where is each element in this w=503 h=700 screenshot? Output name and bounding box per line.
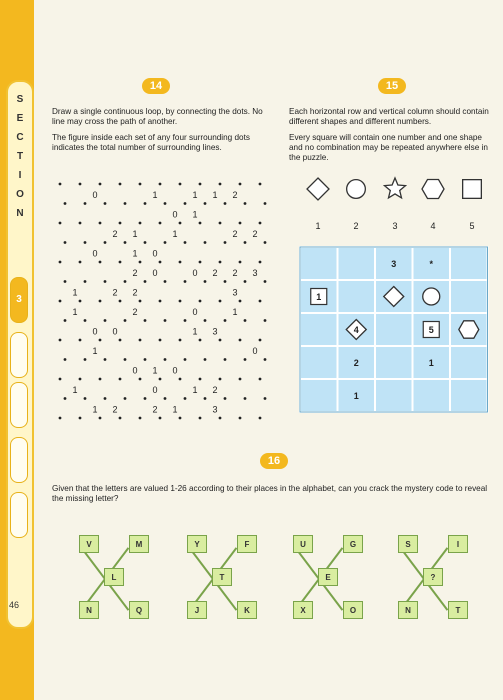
dot-clue: 2 xyxy=(232,229,238,239)
dot-clue: 1 xyxy=(92,404,98,415)
dot-clue: 0 xyxy=(172,365,178,376)
grid-dot[interactable] xyxy=(64,319,67,322)
grid-dot[interactable] xyxy=(84,397,87,400)
grid-dot[interactable] xyxy=(244,241,247,244)
dot-clue: 1 xyxy=(92,346,98,356)
dot-clue: 1 xyxy=(72,287,78,298)
grid-dot[interactable] xyxy=(119,300,122,303)
grid-dot[interactable] xyxy=(239,300,242,303)
grid-dot[interactable] xyxy=(179,417,182,420)
hexagon-icon xyxy=(422,180,444,199)
circle-icon xyxy=(423,288,440,305)
grid-dot[interactable] xyxy=(79,222,82,225)
section-letter: T xyxy=(16,151,24,162)
letter-box: N xyxy=(79,601,99,619)
grid-dot[interactable] xyxy=(139,222,142,225)
dot-clue: 1 xyxy=(192,190,198,200)
grid-dot[interactable] xyxy=(204,280,207,283)
grid-dot[interactable] xyxy=(204,319,207,322)
dot-clue: 0 xyxy=(152,268,158,278)
grid-dot[interactable] xyxy=(244,319,247,322)
letter-box: F xyxy=(237,535,257,553)
grid-cell[interactable] xyxy=(413,379,451,412)
grid-dot[interactable] xyxy=(119,222,122,225)
grid-dot[interactable] xyxy=(144,280,147,283)
puzzle-15-instructions: Each horizontal row and vertical column should contain different shapes and different numbers. xyxy=(289,107,489,126)
grid-dot[interactable] xyxy=(64,358,67,361)
cell-value: 1 xyxy=(353,391,359,401)
grid-dot[interactable] xyxy=(259,222,262,225)
grid-dot[interactable] xyxy=(144,397,147,400)
dot-clue: 0 xyxy=(172,209,178,220)
letter-box: T xyxy=(448,601,468,619)
dot-clue: 2 xyxy=(112,404,118,415)
grid-dot[interactable] xyxy=(99,378,102,381)
grid-dot[interactable] xyxy=(199,222,202,225)
grid-dot[interactable] xyxy=(159,378,162,381)
letter-box: T xyxy=(212,568,232,586)
letter-box: K xyxy=(237,601,257,619)
grid-dot[interactable] xyxy=(119,378,122,381)
cell-value: 5 xyxy=(428,325,434,335)
dot-clue: 2 xyxy=(152,404,158,415)
section-letter: C xyxy=(16,132,24,143)
grid-dot[interactable] xyxy=(59,261,62,264)
column-number: 5 xyxy=(469,221,475,231)
dot-clue: 2 xyxy=(212,385,218,395)
grid-dot[interactable] xyxy=(99,222,102,225)
letter-box: M xyxy=(129,535,149,553)
puzzle-16-badge: 16 xyxy=(260,453,288,469)
grid-dot[interactable] xyxy=(99,261,102,264)
cell-value: 2 xyxy=(353,358,359,368)
puzzle-15-badge: 15 xyxy=(378,78,406,94)
grid-dot[interactable] xyxy=(199,300,202,303)
dot-clue: 2 xyxy=(232,190,238,200)
star-icon xyxy=(385,178,406,198)
grid-dot[interactable] xyxy=(104,202,107,205)
letter-box: J xyxy=(187,601,207,619)
grid-cell[interactable] xyxy=(300,379,338,412)
grid-dot[interactable] xyxy=(244,358,247,361)
grid-dot[interactable] xyxy=(199,261,202,264)
dot-clue: 1 xyxy=(132,229,138,239)
cell-value: 3 xyxy=(391,259,397,269)
grid-dot[interactable] xyxy=(224,241,227,244)
grid-dot[interactable] xyxy=(99,300,102,303)
grid-dot[interactable] xyxy=(264,319,267,322)
letter-box: N xyxy=(398,601,418,619)
cell-value: 1 xyxy=(316,292,322,302)
dot-clue: 0 xyxy=(132,365,138,376)
letter-box: I xyxy=(448,535,468,553)
grid-dot[interactable] xyxy=(239,378,242,381)
letter-box: X xyxy=(293,601,313,619)
diamond-icon xyxy=(307,178,329,200)
dot-clue: 0 xyxy=(252,346,258,356)
grid-dot[interactable] xyxy=(199,378,202,381)
grid-dot[interactable] xyxy=(104,397,107,400)
dot-clue: 2 xyxy=(132,268,138,278)
grid-dot[interactable] xyxy=(59,222,62,225)
grid-dot[interactable] xyxy=(124,241,127,244)
grid-dot[interactable] xyxy=(179,378,182,381)
grid-dot[interactable] xyxy=(204,241,207,244)
dot-clue: 1 xyxy=(152,365,158,376)
dot-clue: 0 xyxy=(152,248,158,259)
section-tab[interactable] xyxy=(10,437,28,483)
grid-dot[interactable] xyxy=(259,300,262,303)
grid-dot[interactable] xyxy=(204,397,207,400)
dot-clue: 0 xyxy=(192,268,198,278)
grid-dot[interactable] xyxy=(164,241,167,244)
section-letter: N xyxy=(16,208,24,219)
grid-cell[interactable] xyxy=(450,379,488,412)
grid-dot[interactable] xyxy=(264,280,267,283)
grid-dot[interactable] xyxy=(224,358,227,361)
letter-box: G xyxy=(343,535,363,553)
grid-dot[interactable] xyxy=(239,339,242,342)
grid-dot[interactable] xyxy=(239,261,242,264)
grid-dot[interactable] xyxy=(164,397,167,400)
grid-dot[interactable] xyxy=(244,397,247,400)
dot-clue: 2 xyxy=(132,287,138,298)
grid-dot[interactable] xyxy=(184,202,187,205)
section-tab[interactable] xyxy=(10,492,28,538)
grid-dot[interactable] xyxy=(259,183,262,186)
page-number: 46 xyxy=(9,600,20,610)
grid-dot[interactable] xyxy=(264,202,267,205)
letter-box: Y xyxy=(187,535,207,553)
dot-clue: 1 xyxy=(192,326,198,337)
column-number: 1 xyxy=(315,221,321,231)
section-letter: E xyxy=(16,113,24,124)
grid-dot[interactable] xyxy=(139,300,142,303)
letter-box: E xyxy=(318,568,338,586)
section-tab[interactable] xyxy=(10,382,28,428)
dot-clue: 0 xyxy=(92,248,98,259)
column-number: 4 xyxy=(430,221,436,231)
grid-dot[interactable] xyxy=(164,202,167,205)
grid-dot[interactable] xyxy=(64,202,67,205)
grid-dot[interactable] xyxy=(264,397,267,400)
grid-dot[interactable] xyxy=(244,280,247,283)
grid-dot[interactable] xyxy=(199,417,202,420)
column-number: 3 xyxy=(392,221,398,231)
grid-dot[interactable] xyxy=(179,222,182,225)
grid-dot[interactable] xyxy=(239,222,242,225)
letter-box: Q xyxy=(129,601,149,619)
letter-box: L xyxy=(104,568,124,586)
grid-dot[interactable] xyxy=(184,280,187,283)
grid-dot[interactable] xyxy=(224,397,227,400)
grid-dot[interactable] xyxy=(184,358,187,361)
grid-dot[interactable] xyxy=(259,261,262,264)
dot-clue: 1 xyxy=(72,385,78,395)
grid-dot[interactable] xyxy=(239,183,242,186)
grid-dot[interactable] xyxy=(179,261,182,264)
grid-dot[interactable] xyxy=(139,378,142,381)
grid-dot[interactable] xyxy=(184,241,187,244)
grid-dot[interactable] xyxy=(159,183,162,186)
dot-clue: 0 xyxy=(92,190,98,200)
grid-dot[interactable] xyxy=(224,319,227,322)
dot-clue: 1 xyxy=(172,404,178,415)
grid-dot[interactable] xyxy=(119,417,122,420)
dot-clue: 0 xyxy=(112,326,118,337)
grid-dot[interactable] xyxy=(264,358,267,361)
grid-dot[interactable] xyxy=(119,183,122,186)
grid-dot[interactable] xyxy=(99,183,102,186)
grid-dot[interactable] xyxy=(219,378,222,381)
grid-dot[interactable] xyxy=(64,241,67,244)
dot-clue: 1 xyxy=(152,190,158,200)
puzzle-16-instructions: Given that the letters are valued 1-26 according to their places in the alphabet, can you crack the mystery code to reveal the missing letter? xyxy=(52,484,488,503)
letter-box: O xyxy=(343,601,363,619)
dot-grid-puzzle xyxy=(56,180,276,425)
dot-clue: 2 xyxy=(252,229,258,239)
grid-dot[interactable] xyxy=(84,241,87,244)
grid-dot[interactable] xyxy=(199,339,202,342)
grid-dot[interactable] xyxy=(224,280,227,283)
grid-dot[interactable] xyxy=(124,397,127,400)
grid-dot[interactable] xyxy=(184,319,187,322)
grid-dot[interactable] xyxy=(144,358,147,361)
grid-dot[interactable] xyxy=(64,397,67,400)
grid-dot[interactable] xyxy=(219,339,222,342)
grid-dot[interactable] xyxy=(119,339,122,342)
grid-dot[interactable] xyxy=(139,261,142,264)
grid-dot[interactable] xyxy=(219,261,222,264)
grid-dot[interactable] xyxy=(104,358,107,361)
grid-dot[interactable] xyxy=(159,339,162,342)
grid-dot[interactable] xyxy=(59,378,62,381)
dot-clue: 1 xyxy=(132,248,138,259)
grid-cell[interactable] xyxy=(375,346,413,379)
grid-dot[interactable] xyxy=(79,300,82,303)
grid-dot[interactable] xyxy=(224,202,227,205)
section-letter: I xyxy=(18,170,22,181)
section-tab-active[interactable]: 3 xyxy=(10,277,28,323)
grid-dot[interactable] xyxy=(59,417,62,420)
dot-clue: 2 xyxy=(112,229,118,239)
dot-clue: 0 xyxy=(152,385,158,395)
circle-icon xyxy=(347,180,366,199)
grid-dot[interactable] xyxy=(144,202,147,205)
puzzle-14-badge: 14 xyxy=(142,78,170,94)
section-tab[interactable] xyxy=(10,332,28,378)
puzzle-14-rules: The figure inside each set of any four surrounding dots indicates the total number of surrounding lines. xyxy=(52,133,250,152)
section-letter: S xyxy=(16,94,24,105)
grid-dot[interactable] xyxy=(144,241,147,244)
dot-clue: 2 xyxy=(232,268,238,278)
dot-clue: 3 xyxy=(212,404,218,415)
grid-cell[interactable] xyxy=(450,247,488,280)
grid-dot[interactable] xyxy=(79,339,82,342)
grid-dot[interactable] xyxy=(79,261,82,264)
grid-dot[interactable] xyxy=(124,202,127,205)
grid-dot[interactable] xyxy=(139,339,142,342)
grid-dot[interactable] xyxy=(59,183,62,186)
grid-dot[interactable] xyxy=(164,280,167,283)
grid-dot[interactable] xyxy=(59,300,62,303)
grid-dot[interactable] xyxy=(124,358,127,361)
grid-dot[interactable] xyxy=(219,183,222,186)
grid-dot[interactable] xyxy=(159,300,162,303)
dot-clue: 1 xyxy=(232,307,238,317)
grid-cell[interactable] xyxy=(300,247,338,280)
shapes-numbers-puzzle xyxy=(292,172,497,417)
puzzle-15-rules: Every square will contain one number and one shape and no combination may be repeated anywhere else in the puzzle. xyxy=(289,133,488,162)
dot-clue: 2 xyxy=(212,268,218,278)
dot-clue: 3 xyxy=(212,326,218,337)
grid-dot[interactable] xyxy=(259,378,262,381)
grid-cell[interactable] xyxy=(375,379,413,412)
dot-clue: 0 xyxy=(92,326,98,337)
grid-dot[interactable] xyxy=(64,280,67,283)
grid-dot[interactable] xyxy=(84,319,87,322)
grid-dot[interactable] xyxy=(124,319,127,322)
grid-dot[interactable] xyxy=(99,339,102,342)
grid-dot[interactable] xyxy=(259,339,262,342)
dot-clue: 2 xyxy=(132,307,138,317)
grid-dot[interactable] xyxy=(119,261,122,264)
grid-dot[interactable] xyxy=(104,241,107,244)
grid-cell[interactable] xyxy=(300,313,338,346)
grid-dot[interactable] xyxy=(84,202,87,205)
grid-dot[interactable] xyxy=(239,417,242,420)
cell-value: * xyxy=(429,259,434,269)
dot-clue: 3 xyxy=(252,268,258,278)
dot-clue: 0 xyxy=(192,307,198,317)
square-icon xyxy=(463,180,482,199)
grid-dot[interactable] xyxy=(124,280,127,283)
grid-dot[interactable] xyxy=(144,319,147,322)
grid-dot[interactable] xyxy=(59,339,62,342)
dot-clue: 2 xyxy=(112,287,118,298)
section-letter: O xyxy=(16,189,24,200)
grid-dot[interactable] xyxy=(159,417,162,420)
dot-clue: 1 xyxy=(72,307,78,317)
grid-cell[interactable] xyxy=(375,313,413,346)
dot-clue: 1 xyxy=(212,190,218,200)
grid-dot[interactable] xyxy=(159,222,162,225)
grid-dot[interactable] xyxy=(164,358,167,361)
cell-value: 1 xyxy=(428,358,434,368)
grid-dot[interactable] xyxy=(244,202,247,205)
grid-dot[interactable] xyxy=(204,358,207,361)
grid-cell[interactable] xyxy=(450,280,488,313)
grid-dot[interactable] xyxy=(79,183,82,186)
grid-dot[interactable] xyxy=(104,319,107,322)
section-tabs xyxy=(6,80,34,629)
puzzle-14-instructions: Draw a single continuous loop, by connecting the dots. No line may cross the path of another. xyxy=(52,107,263,126)
dot-clue: 1 xyxy=(192,209,198,220)
grid-dot[interactable] xyxy=(219,300,222,303)
grid-dot[interactable] xyxy=(139,417,142,420)
grid-dot[interactable] xyxy=(219,222,222,225)
missing-letter-box: ? xyxy=(423,568,443,586)
grid-dot[interactable] xyxy=(99,417,102,420)
grid-dot[interactable] xyxy=(84,358,87,361)
grid-dot[interactable] xyxy=(179,300,182,303)
grid-dot[interactable] xyxy=(159,261,162,264)
dot-clue: 1 xyxy=(192,385,198,395)
letter-box: U xyxy=(293,535,313,553)
letter-box: V xyxy=(79,535,99,553)
grid-dot[interactable] xyxy=(219,417,222,420)
letter-box: S xyxy=(398,535,418,553)
grid-dot[interactable] xyxy=(164,319,167,322)
grid-dot[interactable] xyxy=(79,417,82,420)
grid-dot[interactable] xyxy=(179,183,182,186)
grid-cell[interactable] xyxy=(338,280,376,313)
grid-dot[interactable] xyxy=(79,378,82,381)
grid-dot[interactable] xyxy=(139,183,142,186)
grid-dot[interactable] xyxy=(259,417,262,420)
dot-clue: 1 xyxy=(172,229,178,239)
grid-dot[interactable] xyxy=(179,339,182,342)
column-number: 2 xyxy=(353,221,359,231)
grid-dot[interactable] xyxy=(264,241,267,244)
grid-cell[interactable] xyxy=(300,346,338,379)
grid-cell[interactable] xyxy=(338,247,376,280)
grid-dot[interactable] xyxy=(84,280,87,283)
hexagon-icon xyxy=(459,321,479,338)
grid-cell[interactable] xyxy=(450,346,488,379)
grid-dot[interactable] xyxy=(104,280,107,283)
grid-dot[interactable] xyxy=(204,202,207,205)
grid-dot[interactable] xyxy=(184,397,187,400)
cell-value: 4 xyxy=(353,325,359,335)
dot-clue: 3 xyxy=(232,287,238,298)
grid-dot[interactable] xyxy=(199,183,202,186)
